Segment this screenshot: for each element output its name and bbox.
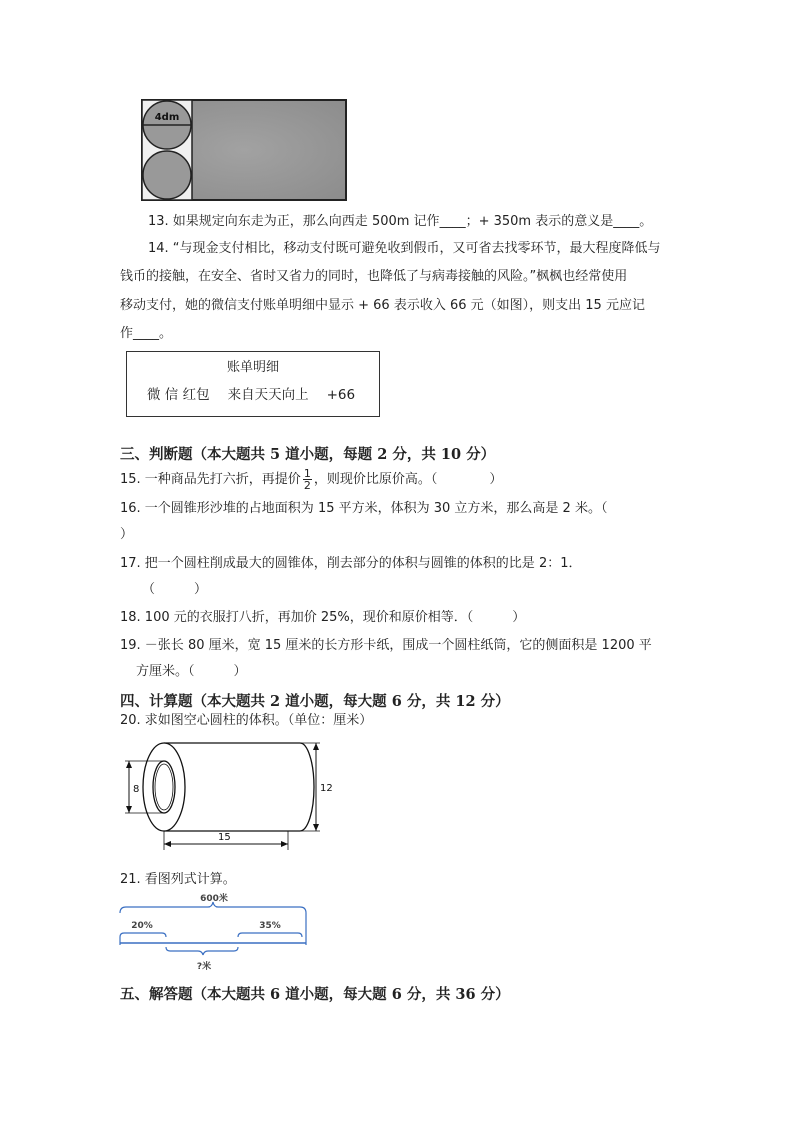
bill-from: 来自天天向上	[227, 387, 309, 403]
segment-diagram	[116, 893, 312, 975]
question-14-line4: 作____。	[120, 326, 173, 341]
bill-row	[147, 383, 355, 403]
inner-end-ellipse	[153, 761, 175, 813]
inner-diameter-label: 8	[133, 784, 140, 795]
bill-source: 微 信 红包	[147, 387, 210, 403]
left-percent-label: 20%	[131, 921, 153, 931]
question-14-line2: 钱币的接触，在安全、省时又省力的同时，也降低了与病毒接触的风险。”枫枫也经常使用	[120, 269, 628, 284]
right-percent-label: 35%	[259, 921, 281, 931]
question-18: 18. 100 元的衣服打八折，再加价 25%，现价和原价相等．（ ）	[120, 610, 526, 625]
bill-detail-box	[126, 351, 380, 417]
question-14-line1: 14. “与现金支付相比，移动支付既可避免收到假币，又可省去找零环节，最大程度降低与	[148, 241, 661, 256]
section-5-title: 五、解答题（本大题共 6 道小题，每大题 6 分，共 36 分）	[120, 986, 510, 1003]
bill-amount: +66	[326, 387, 356, 403]
total-label: 600米	[200, 894, 228, 904]
question-20: 20. 求如图空心圆柱的体积。（单位：厘米）	[120, 713, 373, 728]
question-21: 21. 看图列式计算。	[120, 872, 236, 887]
outer-diameter-label: 12	[320, 783, 333, 794]
question-16-line1: 16. 一个圆锥形沙堆的占地面积为 15 平方米，体积为 30 立方米，那么高是 2 米。（	[120, 501, 608, 516]
hollow-cylinder-figure	[120, 738, 340, 858]
section-4-title: 四、计算题（本大题共 2 道小题，每大题 6 分，共 12 分）	[120, 693, 510, 710]
question-15: 15. 一种商品先打六折，再提价 $\frac{1}{2}$ ，则现价比原价高。（ ）	[120, 467, 503, 492]
bill-title: 账单明细	[226, 360, 279, 375]
length-label: 15	[218, 832, 231, 843]
unknown-label: ?米	[196, 962, 212, 972]
question-16-line2: ）	[120, 527, 134, 542]
question-14-line3: 移动支付，她的微信支付账单明细中显示 + 66 表示收入 66 元（如图），则支出 15 元应记	[120, 298, 645, 313]
diameter-label: 4dm	[154, 112, 180, 123]
bottom-circle	[143, 151, 191, 199]
fraction-one-half: $\frac{1}{2}$	[303, 467, 311, 492]
section-3-title: 三、判断题（本大题共 5 道小题，每题 2 分，共 10 分）	[120, 446, 496, 463]
question-17-line2: （ ）	[142, 582, 208, 597]
circles-rectangle-figure	[140, 98, 350, 204]
question-19-line1: 19. －张长 80 厘米，宽 15 厘米的长方形卡纸，围成一个圆柱纸筒，它的侧面积是 1200 平	[120, 638, 652, 653]
question-19-line2: 方厘米。（ ）	[136, 664, 247, 679]
question-17-line1: 17. 把一个圆柱削成最大的圆锥体，削去部分的体积与圆锥的体积的比是 2：1．	[120, 556, 582, 571]
question-13: 13. 如果规定向东走为正，那么向西走 500m 记作____；+ 350m 表示的意义是____。	[148, 214, 653, 229]
